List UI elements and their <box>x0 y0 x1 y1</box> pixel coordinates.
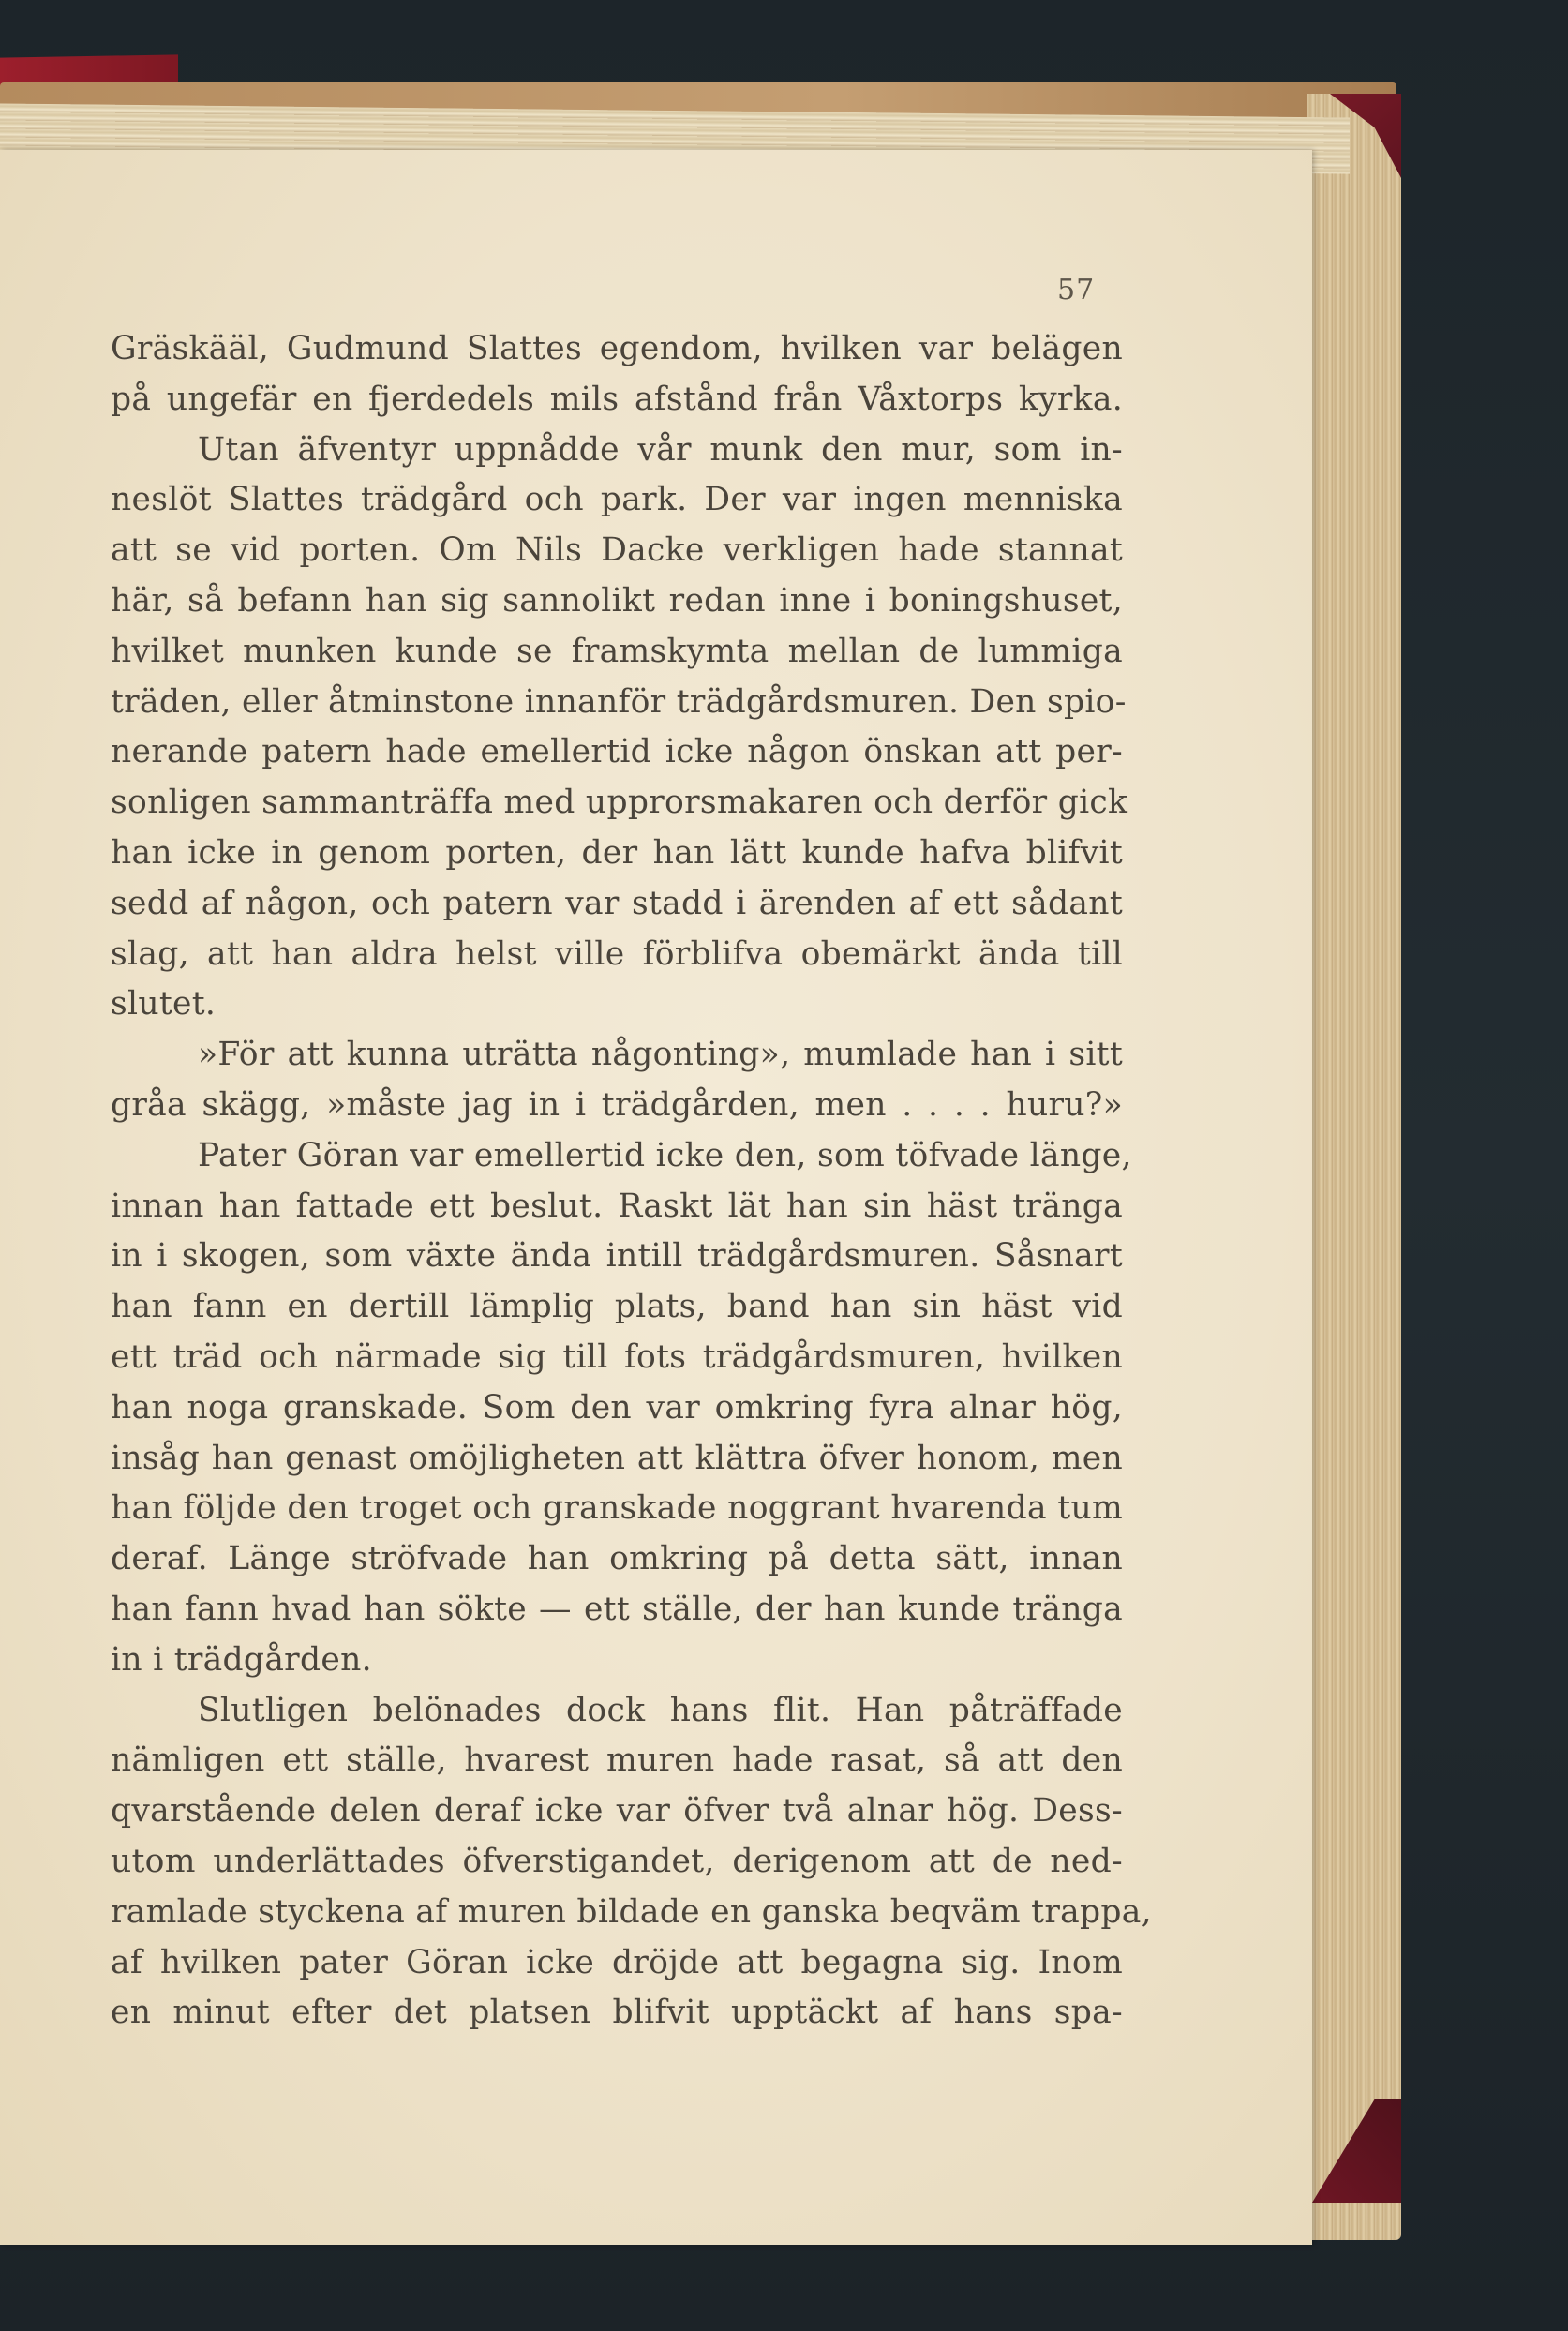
text-line: Gräskääl, Gudmund Slattes egendom, hvilken var belägen <box>111 330 1123 367</box>
page-number: 57 <box>1057 274 1096 306</box>
text-line: deraf. Länge ströfvade han omkring på detta sätt, innan <box>111 1540 1123 1578</box>
text-line: gråa skägg, »måste jag in i trädgården, men . . . . huru?» <box>111 1085 1123 1124</box>
text-line: slag, att han aldra helst ville förblifva obemärkt ända till <box>111 934 1123 973</box>
text-line: nämligen ett ställe, hvarest muren hade rasat, så att den <box>111 1741 1123 1780</box>
text-line: att se vid porten. Om Nils Dacke verkligen hade stannat <box>111 531 1123 570</box>
text-line: ramlade styckena af muren bildade en ganska beqväm trappa, <box>111 1892 1152 1931</box>
text-line: in i trädgården. <box>111 1640 372 1679</box>
text-line: sedd af någon, och patern var stadd i ärenden af ett sådant <box>111 884 1123 922</box>
text-line: qvarstående delen deraf icke var öfver två alnar hög. Dess- <box>111 1792 1123 1830</box>
text-line: Utan äfventyr uppnådde vår munk den mur, som in- <box>198 430 1123 469</box>
text-line: han följde den troget och granskade noggrant hvarenda tum <box>111 1489 1123 1528</box>
text-line: in i skogen, som växte ända intill trädgårdsmuren. Såsnart <box>111 1237 1123 1276</box>
text-line: han noga granskade. Som den var omkring fyra alnar hög, <box>111 1388 1123 1427</box>
text-line: träden, eller åtminstone innanför trädgårdsmuren. Den spio- <box>111 682 1127 721</box>
page-text-block <box>111 324 1152 2039</box>
text-line: på ungefär en fjerdedels mils afstånd från Våxtorps kyrka. <box>111 380 1123 418</box>
text-line: han fann en dertill lämplig plats, band han sin häst vid <box>111 1288 1123 1326</box>
page-edge-stack <box>1307 94 1401 2240</box>
text-line: han fann hvad han sökte — ett ställe, der han kunde tränga <box>111 1590 1123 1628</box>
text-line: af hvilken pater Göran icke dröjde att begagna sig. Inom <box>111 1943 1123 1981</box>
text-line: innan han fattade ett beslut. Raskt lät han sin häst tränga <box>111 1187 1123 1225</box>
text-line: Slutligen belönades dock hans flit. Han påträffade <box>198 1691 1123 1729</box>
text-line: utom underlättades öfverstigandet, derigenom att de ned- <box>111 1842 1123 1880</box>
text-line: Pater Göran var emellertid icke den, som töfvade länge, <box>198 1136 1132 1174</box>
text-line: neslöt Slattes trädgård och park. Der var ingen menniska <box>111 481 1123 519</box>
text-line: här, så befann han sig sannolikt redan inne i boningshuset, <box>111 581 1123 620</box>
text-line: han icke in genom porten, der han lätt kunde hafva blifvit <box>111 833 1123 872</box>
text-line: hvilket munken kunde se framskymta mellan de lummiga <box>111 632 1123 670</box>
text-line: »För att kunna uträtta någonting», mumlade han i sitt <box>198 1036 1123 1074</box>
text-line: insåg han genast omöjligheten att klättra öfver honom, men <box>111 1439 1123 1477</box>
text-line: nerande patern hade emellertid icke någon önskan att per- <box>111 733 1123 771</box>
text-line: en minut efter det platsen blifvit upptäckt af hans spa- <box>111 1994 1123 2032</box>
text-line: ett träd och närmade sig till fots trädgårdsmuren, hvilken <box>111 1337 1123 1376</box>
text-line: slutet. <box>111 985 217 1024</box>
text-line: sonligen sammanträffa med upprorsmakaren och derför gick <box>111 784 1128 822</box>
